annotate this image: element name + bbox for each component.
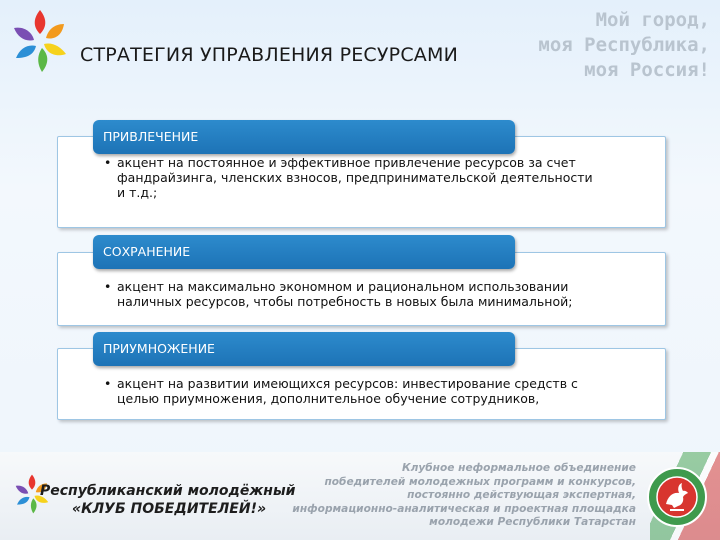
section-text-line: акцент на развитии имеющихся ресурсов: инвестирование средств с — [117, 376, 578, 391]
club-name-line: «КЛУБ ПОБЕДИТЕЛЕЙ!» — [72, 501, 267, 517]
section-text-line: целью приумножения, дополнительное обучение сотрудников, — [117, 391, 540, 406]
description-line: победителей молодежных программ и конкурсов, — [324, 475, 636, 488]
footer — [0, 452, 720, 540]
bullet-icon: • — [104, 279, 112, 294]
slogan-line: Мой город, — [595, 9, 710, 31]
bullet-icon: • — [104, 376, 112, 391]
description-line: постоянно действующая экспертная, — [407, 489, 636, 501]
club-name-line: Республиканский молодёжный — [40, 483, 296, 499]
bullet-icon: • — [104, 155, 112, 170]
section-text-line: акцент на максимально экономном и рациональном использовании — [117, 279, 569, 294]
slogan-line: моя Республика, — [538, 34, 710, 56]
organization-description — [292, 462, 636, 530]
colorful-star-logo-icon — [8, 6, 72, 76]
slogan-line: моя Россия! — [584, 59, 710, 81]
page-title: СТРАТЕГИЯ УПРАВЛЕНИЯ РЕСУРСАМИ — [80, 44, 459, 66]
section-header-attraction: ПРИВЛЕЧЕНИЕ — [93, 120, 515, 154]
section-header-multiplication: ПРИУМНОЖЕНИЕ — [93, 332, 515, 366]
section-text-line: акцент на постоянное и эффективное привлечение ресурсов за счет — [117, 155, 576, 170]
description-line: информационно-аналитическая и проектная площадка — [292, 502, 636, 515]
description-line: молодежи Республики Татарстан — [429, 516, 636, 528]
section-text-line: фандрайзинга, членских взносов, предпринимательской деятельности — [117, 170, 593, 185]
section-text-line: наличных ресурсов, чтобы потребность в новых была минимальной; — [117, 294, 573, 309]
club-name — [40, 482, 295, 518]
slogan — [538, 8, 710, 83]
tatarstan-coat-of-arms-icon — [646, 466, 708, 528]
section-header-preservation: СОХРАНЕНИЕ — [93, 235, 515, 269]
section-text-line: и т.д.; — [117, 185, 158, 200]
description-line: Клубное неформальное объединение — [401, 462, 636, 474]
